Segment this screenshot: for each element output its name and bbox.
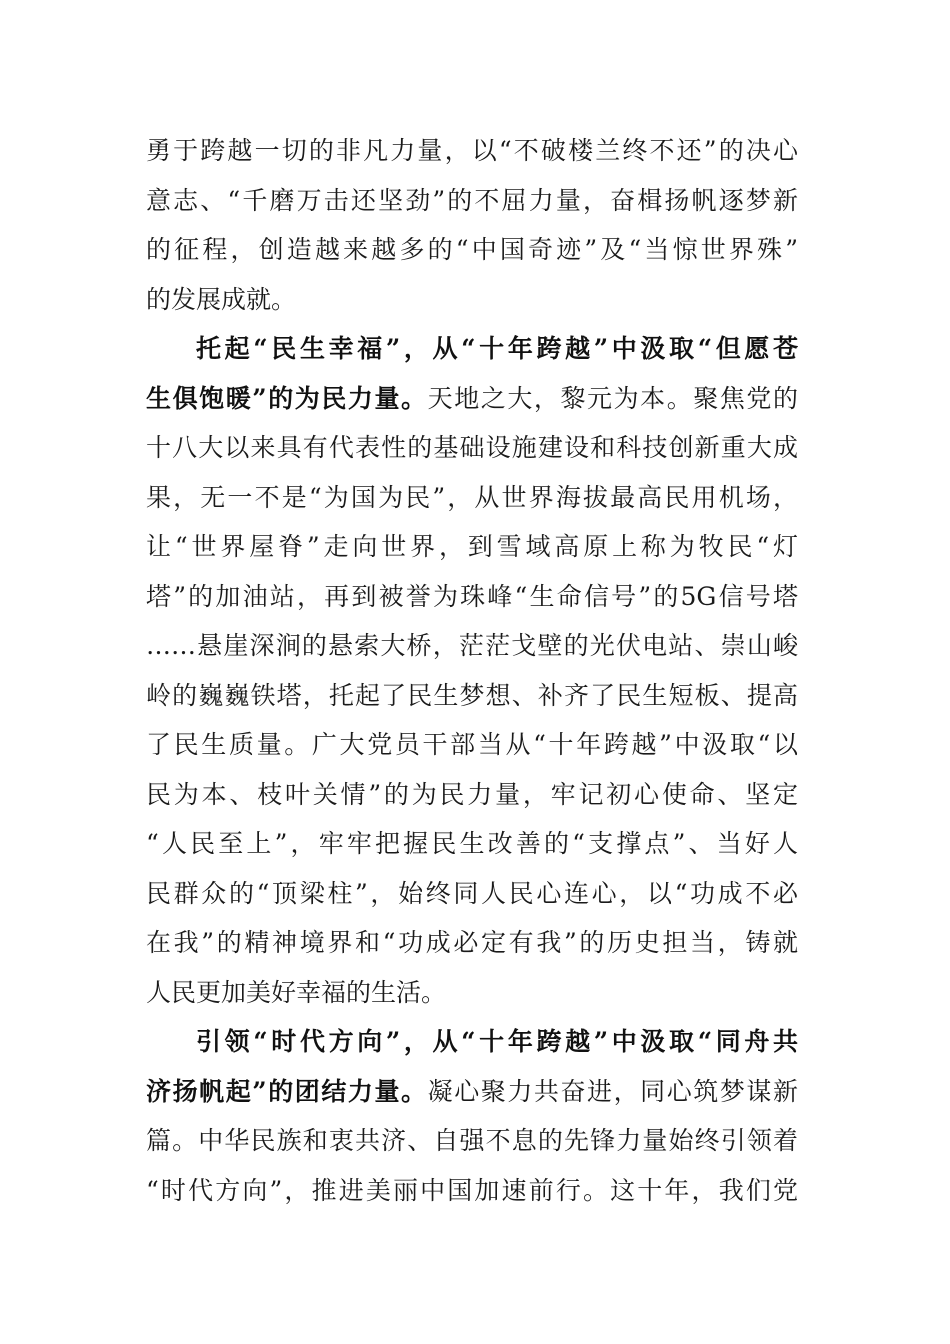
text-line: 生俱饱暖”的为民力量。天地之大，黎元为本。聚焦党的 — [146, 383, 798, 413]
text-line: 人民更加美好幸福的生活。 — [146, 977, 447, 1007]
section-heading: 济扬帆起”的团结力量。 — [146, 1076, 428, 1106]
text-line: 勇于跨越一切的非凡力量，以“不破楼兰终不还”的决心 — [146, 136, 798, 165]
section-heading: 引领“时代方向”，从“十年跨越”中汲取“同舟共 — [196, 1027, 798, 1056]
text-line: 民群众的“顶梁柱”，始终同人民心连心，以“功成不必 — [146, 878, 798, 908]
text-line: 了民生质量。广大党员干部当从“十年跨越”中汲取“以 — [146, 730, 798, 759]
text-line: 的发展成就。 — [146, 284, 297, 314]
text-line: “人民至上”，牢牢把握民生改善的“支撑点”、当好人 — [146, 829, 798, 858]
text-line: 意志、“千磨万击还坚劲”的不屈力量，奋楫扬帆逐梦新 — [146, 185, 798, 215]
text-line: 济扬帆起”的团结力量。凝心聚力共奋进，同心筑梦谋新 — [146, 1076, 798, 1106]
section-heading-line — [146, 324, 798, 374]
text-line: 岭的巍巍铁塔，托起了民生梦想、补齐了民生短板、提高 — [146, 680, 798, 710]
text-line: “时代方向”，推进美丽中国加速前行。这十年，我们党 — [146, 1175, 798, 1205]
text-line: 十八大以来具有代表性的基础设施建设和科技创新重大成 — [146, 433, 798, 462]
text-line: 的征程，创造越来越多的“中国奇迹”及“当惊世界殊” — [146, 235, 798, 264]
text-line: ……悬崖深涧的悬索大桥，茫茫戈壁的光伏电站、崇山峻 — [146, 631, 798, 660]
text-line: 在我”的精神境界和“功成必定有我”的历史担当，铸就 — [146, 928, 798, 957]
text-line: 果，无一不是“为国为民”，从世界海拔最高民用机场， — [146, 482, 798, 512]
section-heading: 生俱饱暖”的为民力量。 — [146, 383, 428, 413]
text-line: 民为本、枝叶关情”的为民力量，牢记初心使命、坚定 — [146, 779, 798, 809]
text-line: 让“世界屋脊”走向世界，到雪域高原上称为牧民“灯 — [146, 532, 798, 561]
section-heading: 托起“民生幸福”，从“十年跨越”中汲取“但愿苍 — [196, 334, 798, 363]
text-line: 篇。中华民族和衷共济、自强不息的先锋力量始终引领着 — [146, 1126, 798, 1155]
body-text — [146, 126, 798, 1215]
text-line: 塔”的加油站，再到被誉为珠峰“生命信号”的5G信号塔 — [146, 581, 798, 611]
section-heading-line — [146, 1017, 798, 1067]
